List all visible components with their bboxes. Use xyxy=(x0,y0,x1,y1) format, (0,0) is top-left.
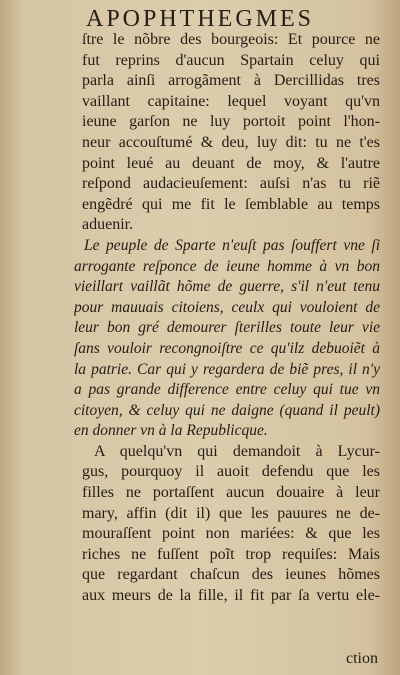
text-line: arrogante reſponce de ieune homme à vn bon xyxy=(74,257,380,275)
text-line: aux meurs de la fille, il fit par ſa vertu ele- xyxy=(82,587,380,605)
paragraph-roman-2 xyxy=(82,442,380,607)
text-line: A quelqu'vn qui demandoit à Lycur- xyxy=(94,442,380,460)
text-line: Le peuple de Sparte n'euſt pas ſouffert vne ſi xyxy=(84,236,380,254)
text-line: pour mauuais citoiens, ceulx qui vouloient de xyxy=(74,298,380,316)
text-line: ſtre le nõbre des bourgeois: Et pource ne xyxy=(82,31,380,48)
text-line: vaillant capitaine: lequel voyant qu'vn xyxy=(82,92,380,110)
text-line: neur accouſtumé & deu, luy dit: tu ne t'es xyxy=(82,133,380,151)
text-line: la patrie. Car qui y regardera de biẽ pres, il n'y xyxy=(74,360,380,378)
catchword: ction xyxy=(346,650,378,667)
text-line: filles ne portaſſent aucun douaire à leur xyxy=(82,484,380,502)
running-head: APOPHTHEGMES xyxy=(85,6,315,32)
text-line: gus, pourquoy il auoit defendu que les xyxy=(82,463,380,481)
text-line: mouraſſent point non mariées: & que les xyxy=(82,525,380,543)
text-line: que regardant chaſcun des ieunes hõmes xyxy=(82,566,380,584)
text-line: riches ne fuſſent poĩt trop requiſes: Mais xyxy=(82,545,380,563)
text-line: ſans vouloir recongnoiſtre ce qu'ilz debuoiẽt à xyxy=(74,339,380,357)
text-line: en donner vn à la Republicque. xyxy=(74,422,268,440)
text-line: parla ainſi arrogãment à Dercillidas tres xyxy=(82,72,380,90)
text-line: ieune garſon ne luy portoit point l'hon- xyxy=(82,113,380,131)
text-line: reſpond audacieuſement: auſsi n'as tu riẽ xyxy=(82,175,380,193)
text-line: vieillart vaillãt hõme de guerre, s'il n'eut tenu xyxy=(74,278,380,296)
text-line: mary, affin (dit il) que les pauures ne de- xyxy=(82,504,380,522)
text-line: a pas grande difference entre celuy qui tue vn xyxy=(74,381,380,399)
text-line: leur bon gré demourer ſterilles toute leur vie xyxy=(74,319,380,337)
text-line: engẽdré qui me fit le ſemblable au temps xyxy=(82,195,380,213)
text-block xyxy=(74,30,380,607)
text-line: citoyen, & celuy qui ne daigne (quand il peult) xyxy=(74,401,380,419)
text-line: fut reprins d'aucun Spartain celuy qui xyxy=(82,51,380,69)
paragraph-italic-commentary xyxy=(74,236,380,442)
text-line: aduenir. xyxy=(82,216,134,234)
text-line: point leué au deuant de moy, & l'autre xyxy=(82,154,380,172)
paragraph-roman-1 xyxy=(82,30,380,236)
